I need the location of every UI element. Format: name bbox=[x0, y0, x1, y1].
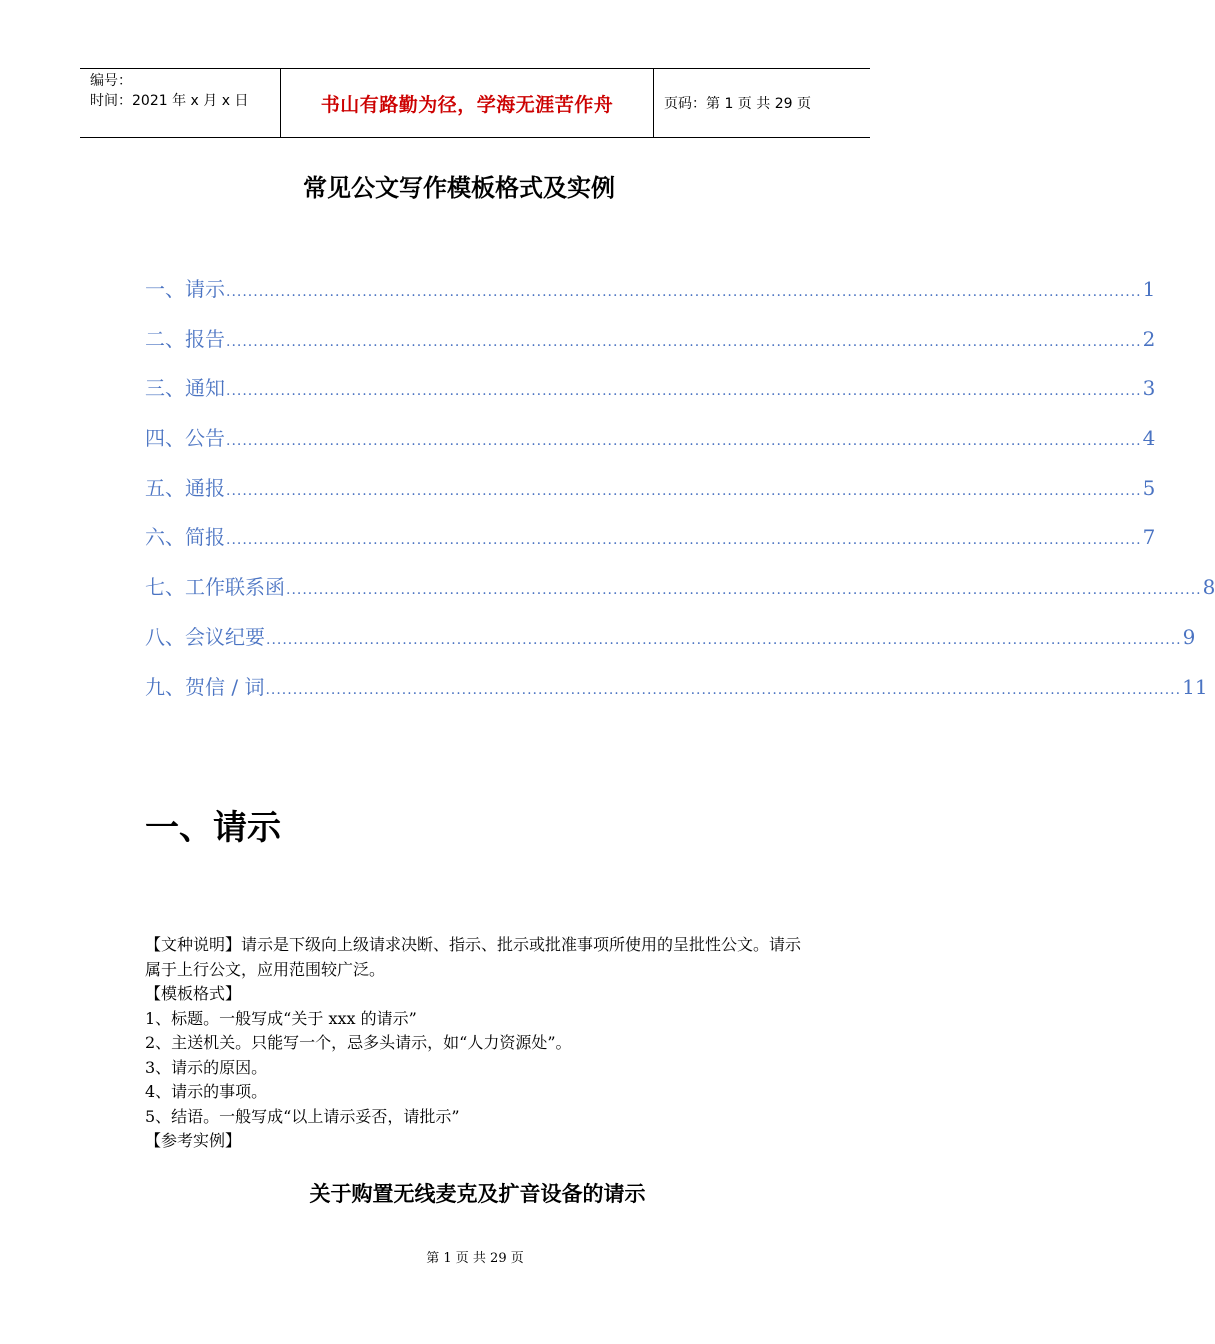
table-of-contents bbox=[145, 273, 1215, 720]
toc-page: 3 bbox=[1142, 376, 1156, 401]
toc-item-6[interactable] bbox=[145, 521, 1156, 571]
toc-leader: ........................................................................................................................................................................ bbox=[226, 383, 1142, 400]
header-page-info: 页码：第 1 页 共 29 页 bbox=[664, 96, 811, 112]
toc-page: 2 bbox=[1142, 326, 1156, 351]
toc-leader: ........................................................................................................................................................................ bbox=[265, 681, 1182, 698]
toc-leader: ........................................................................................................................................................................ bbox=[226, 482, 1142, 499]
toc-leader: ........................................................................................................................................................................ bbox=[266, 631, 1182, 648]
toc-leader: ........................................................................................................................................................................ bbox=[226, 433, 1142, 450]
document-title: 常见公文写作模板格式及实例 bbox=[303, 174, 615, 202]
toc-page: 4 bbox=[1142, 426, 1156, 451]
body-paragraph: 1、标题。一般写成“关于 xxx 的请示” bbox=[145, 1008, 417, 1028]
toc-item-1[interactable] bbox=[145, 273, 1156, 323]
header-motto: 书山有路勤为径，学海无涯苦作舟 bbox=[281, 69, 654, 137]
toc-page: 9 bbox=[1182, 624, 1196, 649]
section-heading: 一、请示 bbox=[145, 808, 281, 848]
toc-label: 二、报告 bbox=[145, 326, 225, 351]
toc-item-4[interactable] bbox=[145, 422, 1156, 472]
page-footer: 第 1 页 共 29 页 bbox=[426, 1251, 524, 1266]
toc-item-9[interactable] bbox=[145, 671, 1208, 721]
toc-label: 三、通知 bbox=[145, 376, 225, 401]
toc-page: 8 bbox=[1202, 575, 1215, 600]
toc-page: 1 bbox=[1142, 277, 1156, 301]
toc-page: 7 bbox=[1142, 525, 1156, 550]
toc-leader: ........................................................................................................................................................................ bbox=[286, 582, 1202, 599]
toc-page: 5 bbox=[1142, 475, 1156, 500]
body-paragraph: 【文种说明】请示是下级向上级请求决断、指示、批示或批准事项所使用的呈批性公文。请示属于上行公文，应用范围较广泛。 bbox=[145, 935, 802, 979]
document-header bbox=[80, 68, 870, 138]
toc-page: 11 bbox=[1182, 674, 1208, 699]
body-paragraph: 【模板格式】 bbox=[145, 984, 242, 1003]
body-paragraph: 4、请示的事项。 bbox=[145, 1082, 268, 1101]
body-paragraph: 3、请示的原因。 bbox=[145, 1057, 268, 1077]
toc-label: 五、通报 bbox=[145, 475, 225, 500]
toc-leader: ........................................................................................................................................................................ bbox=[226, 532, 1142, 549]
header-meta bbox=[80, 69, 281, 137]
toc-leader: ........................................................................................................................................................................ bbox=[226, 333, 1142, 350]
time-label: 时间：2021 年 x 月 x 日 bbox=[90, 93, 249, 109]
toc-label: 四、公告 bbox=[145, 426, 225, 451]
toc-label: 七、工作联系函 bbox=[145, 575, 285, 600]
toc-leader: ........................................................................................................................................................................ bbox=[226, 284, 1142, 300]
body-paragraph: 2、主送机关。只能写一个，忌多头请示，如“人力资源处”。 bbox=[145, 1033, 572, 1052]
example-title: 关于购置无线麦克及扩音设备的请示 bbox=[309, 1182, 646, 1206]
body-text bbox=[145, 933, 815, 1154]
toc-item-3[interactable] bbox=[145, 372, 1156, 422]
toc-label: 九、贺信 / 词 bbox=[145, 674, 265, 699]
toc-item-7[interactable] bbox=[145, 571, 1215, 621]
toc-item-8[interactable] bbox=[145, 621, 1196, 671]
toc-item-2[interactable] bbox=[145, 323, 1156, 373]
body-paragraph: 【参考实例】 bbox=[145, 1131, 242, 1150]
toc-item-5[interactable] bbox=[145, 472, 1156, 522]
body-paragraph: 5、结语。一般写成“以上请示妥否，请批示” bbox=[145, 1106, 460, 1126]
number-label: 编号： bbox=[90, 73, 132, 89]
toc-label: 八、会议纪要 bbox=[145, 624, 265, 649]
toc-label: 六、简报 bbox=[145, 525, 225, 550]
toc-label: 一、请示 bbox=[145, 277, 225, 301]
